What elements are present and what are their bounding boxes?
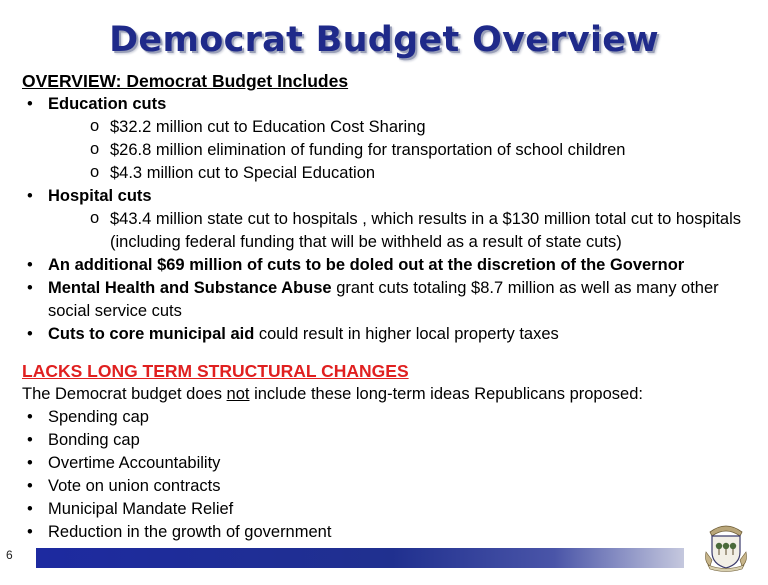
list-item: o $43.4 million state cut to hospitals , which results in a $130 million total cut to hospitals (including federal funding that will be withheld as a result of state cuts) <box>48 208 762 254</box>
list-item: o $32.2 million cut to Education Cost Sharing <box>48 116 762 139</box>
lacks-heading: LACKS LONG TERM STRUCTURAL CHANGES <box>22 361 409 381</box>
hospital-sublist <box>48 208 762 254</box>
municipal-aid-text: could result in higher local property taxes <box>254 325 559 343</box>
list-item <box>22 93 762 185</box>
lacks-intro-after: include these long-term ideas Republicans proposed: <box>249 385 643 403</box>
list-item: • Reduction in the growth of government <box>22 521 762 544</box>
slide-content <box>22 70 762 544</box>
slide-title: Democrat Budget Overview <box>109 20 659 60</box>
list-item: • Vote on union contracts <box>22 475 762 498</box>
page-number: 6 <box>6 548 13 562</box>
list-item: o $4.3 million cut to Special Education <box>48 162 762 185</box>
education-cuts-label: Education cuts <box>48 95 167 113</box>
municipal-aid-label: Cuts to core municipal aid <box>48 325 255 343</box>
overview-heading: OVERVIEW: Democrat Budget Includes <box>22 71 349 91</box>
mental-health-text: grant cuts totaling $8.7 million as well as many other social service cuts <box>48 279 719 320</box>
lacks-intro <box>22 383 762 406</box>
additional-cuts-text: An additional $69 million of cuts to be doled out at the discretion of the Governor <box>48 256 685 274</box>
mental-health-label: Mental Health and Substance Abuse <box>48 279 332 297</box>
list-item: o $26.8 million elimination of funding for transportation of school children <box>48 139 762 162</box>
list-item <box>22 323 762 346</box>
list-item <box>22 277 762 323</box>
list-item: • Overtime Accountability <box>22 452 762 475</box>
list-item: • Municipal Mandate Relief <box>22 498 762 521</box>
list-item: • Bonding cap <box>22 429 762 452</box>
hospital-cuts-label: Hospital cuts <box>48 187 152 205</box>
footer-bar <box>36 548 684 568</box>
lacks-list <box>22 406 762 544</box>
lacks-intro-before: The Democrat budget does <box>22 385 227 403</box>
education-sublist <box>48 116 762 185</box>
list-item <box>22 185 762 254</box>
overview-list <box>22 93 762 346</box>
lacks-intro-not: not <box>226 385 250 403</box>
list-item: • Spending cap <box>22 406 762 429</box>
list-item <box>22 254 762 277</box>
state-seal-icon <box>700 518 752 572</box>
